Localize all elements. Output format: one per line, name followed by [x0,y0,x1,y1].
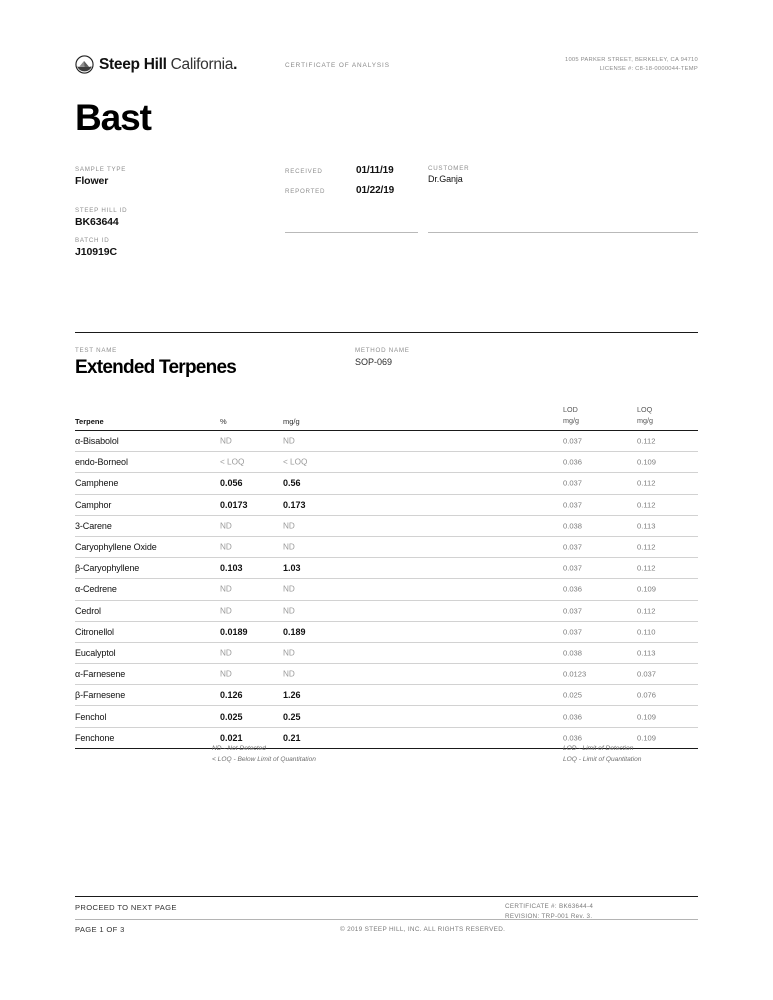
customer-label: CUSTOMER [428,165,470,172]
brand-name-suffix: . [233,55,238,73]
cell-mgg: ND [283,584,295,594]
table-row [75,685,698,706]
brand-logo-lockup [75,55,237,74]
cell-percent: 0.0189 [220,626,248,637]
cell-lod: 0.036 [563,457,583,467]
footnote-nd: ND - Not Detected [212,745,266,752]
table-row [75,537,698,558]
table-row [75,473,698,494]
cell-lod: 0.038 [563,521,583,531]
proceed-to-next-page-label: PROCEED TO NEXT PAGE [75,903,177,912]
field-customer [428,165,469,184]
footnotes-right [563,744,641,766]
field-steep-hill-id [75,207,127,228]
cell-lod: 0.037 [563,478,583,488]
copyright-label: © 2019 STEEP HILL, INC. ALL RIGHTS RESERVED. [340,926,506,933]
cell-loq: 0.110 [637,627,656,637]
cell-percent: 0.056 [220,478,243,489]
cell-mgg: ND [283,436,295,446]
cell-lod: 0.036 [563,712,583,722]
field-sample-type [75,166,126,187]
batch-id-label: BATCH ID [75,237,110,244]
cell-loq: 0.109 [637,584,657,594]
method-name-value: SOP-069 [355,357,393,367]
cell-loq: 0.112 [637,542,656,552]
batch-id-value: J10919C [75,246,117,258]
table-row [75,579,698,600]
terpene-results-table [75,402,698,749]
cell-loq: 0.112 [637,478,656,488]
table-body [75,431,698,749]
cell-loq: 0.112 [637,500,656,510]
cell-percent: 0.021 [220,732,243,743]
cell-mgg: ND [283,521,295,531]
page-header [75,55,698,85]
cell-percent: ND [220,521,232,531]
cell-percent: ND [220,436,232,446]
cell-percent: ND [220,648,232,658]
cell-percent: < LOQ [220,457,245,467]
column-header-loq-unit: mg/g [637,416,653,426]
cell-lod: 0.037 [563,606,583,616]
cell-terpene-name: Caryophyllene Oxide [75,542,157,553]
customer-value: Dr.Ganja [428,174,463,184]
cell-percent: 0.103 [220,563,243,574]
cell-terpene-name: Fenchol [75,711,107,722]
table-row [75,558,698,579]
brand-name-secondary: California [170,55,234,73]
footer-divider-mid [75,919,698,920]
brand-name-primary: Steep Hill [99,55,167,73]
table-row [75,495,698,516]
received-value: 01/11/19 [356,165,394,176]
cell-loq: 0.112 [637,606,656,616]
lab-license-line: LICENSE #: C8-18-0000044-TEMP [599,65,698,72]
certificate-of-analysis-label: CERTIFICATE OF ANALYSIS [285,62,390,69]
cell-terpene-name: Camphene [75,478,119,489]
cell-mgg: ND [283,606,295,616]
cell-lod: 0.037 [563,436,583,446]
cell-loq: 0.112 [637,563,656,573]
steep-hill-id-label: STEEP HILL ID [75,207,128,214]
cell-terpene-name: Citronellol [75,626,114,637]
footnote-lod-def: LOD - Limit of Detection [563,745,634,752]
table-row [75,706,698,727]
cell-loq: 0.113 [637,521,656,531]
steep-hill-id-value: BK63644 [75,216,119,228]
table-row [75,643,698,664]
brand-name [99,56,237,74]
cell-mgg: < LOQ [283,457,308,467]
column-header-percent: % [220,417,227,426]
certificate-number-label: CERTIFICATE #: BK63644-4 [505,903,594,910]
cell-loq: 0.112 [637,436,656,446]
cell-terpene-name: α-Farnesene [75,669,126,680]
column-header-lod-unit: mg/g [563,416,579,426]
table-row [75,452,698,473]
section-divider [75,332,698,333]
method-name-label: METHOD NAME [355,347,410,354]
cell-terpene-name: Cedrol [75,605,101,616]
cell-percent: ND [220,669,232,679]
cell-lod: 0.037 [563,542,583,552]
signature-line-left [285,232,418,233]
cell-mgg: 0.56 [283,478,301,489]
received-label: RECEIVED [285,168,323,175]
cell-mgg: 0.21 [283,732,301,743]
cell-percent: ND [220,584,232,594]
column-header-loq [637,405,653,427]
cell-percent: ND [220,542,232,552]
cell-lod: 0.0123 [563,669,587,679]
table-header-row [75,402,698,431]
sample-type-label: SAMPLE TYPE [75,166,127,173]
cell-lod: 0.038 [563,648,583,658]
cell-loq: 0.076 [637,690,657,700]
cell-lod: 0.025 [563,690,583,700]
cell-lod: 0.037 [563,500,583,510]
method-name-block [355,347,410,367]
cell-terpene-name: Eucalyptol [75,647,116,658]
cell-terpene-name: β-Farnesene [75,690,126,701]
reported-value: 01/22/19 [356,185,395,196]
sample-type-value: Flower [75,175,109,187]
table-row [75,622,698,643]
cell-mgg: 1.03 [283,563,301,574]
cell-loq: 0.109 [637,712,657,722]
footnotes-left [212,744,316,766]
column-header-terpene: Terpene [75,417,104,426]
cell-mgg: 0.189 [283,626,306,637]
page-number-label: PAGE 1 OF 3 [75,925,125,934]
footnote-loq-def: LOQ - Limit of Quantitation [563,755,642,763]
revision-label: REVISION: TRP-001 Rev. 3. [505,913,593,920]
table-row [75,431,698,452]
footer-divider-top [75,896,698,897]
lab-address-block [565,56,698,74]
field-batch-id [75,237,117,258]
cell-terpene-name: Camphor [75,499,112,510]
column-header-loq-title: LOQ [637,405,653,415]
cell-loq: 0.037 [637,669,657,679]
cell-loq: 0.113 [637,648,656,658]
cell-mgg: 0.25 [283,711,301,722]
cell-lod: 0.037 [563,563,583,573]
column-header-lod-title: LOD [563,405,578,415]
cell-terpene-name: 3-Carene [75,520,112,531]
cell-terpene-name: α-Bisabolol [75,436,119,447]
cell-terpene-name: Fenchone [75,732,115,743]
field-reported-date [285,185,394,196]
column-header-lod [563,405,579,427]
hill-circle-logo-icon [75,55,94,74]
field-received-date [285,165,394,176]
page-title: Bast [75,97,151,138]
cell-loq: 0.109 [637,733,657,743]
cell-terpene-name: α-Cedrene [75,584,117,595]
cell-mgg: ND [283,648,295,658]
cell-percent: ND [220,606,232,616]
cell-mgg: 0.173 [283,499,306,510]
footnote-loq: < LOQ - Below Limit of Quantitation [212,755,316,763]
cell-loq: 0.109 [637,457,657,467]
cell-terpene-name: endo-Borneol [75,457,128,468]
cell-lod: 0.036 [563,733,583,743]
column-header-mgg: mg/g [283,417,300,426]
reported-label: REPORTED [285,188,326,195]
cell-percent: 0.025 [220,711,243,722]
test-name-value: Extended Terpenes [75,357,237,378]
cell-lod: 0.037 [563,627,583,637]
table-row [75,601,698,622]
cell-terpene-name: β-Caryophyllene [75,563,140,574]
cell-percent: 0.126 [220,690,243,701]
cell-lod: 0.036 [563,584,583,594]
test-name-block [75,347,236,379]
cell-mgg: 1.26 [283,690,301,701]
table-row [75,516,698,537]
test-name-label: TEST NAME [75,347,118,354]
signature-line-right [428,232,698,233]
table-row [75,664,698,685]
cell-mgg: ND [283,669,295,679]
cell-percent: 0.0173 [220,499,248,510]
lab-address-line: 1005 PARKER STREET, BERKELEY, CA 94710 [564,57,698,63]
cell-mgg: ND [283,542,295,552]
